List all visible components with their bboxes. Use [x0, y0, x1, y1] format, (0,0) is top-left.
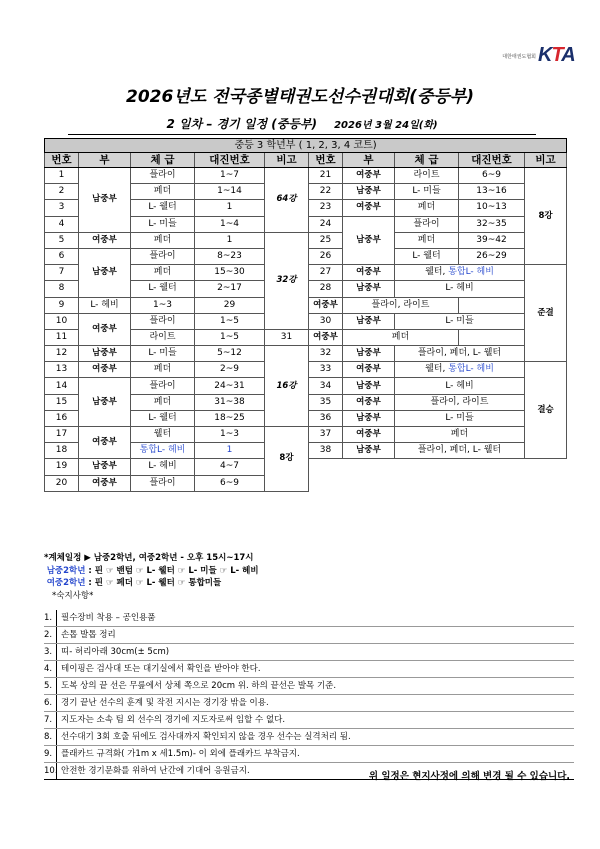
- weight-class: 페더: [131, 232, 195, 248]
- header-bracket: 대진번호: [195, 153, 265, 168]
- weigh-in-notes: [44, 552, 574, 602]
- header-weight: 체 급: [131, 153, 195, 168]
- list-item: 8. 선수대기 3회 호출 뒤에도 검사대까지 확인되지 않을 경우 선수는 실격처리 됨.: [44, 729, 574, 746]
- weight-class: 통합L- 헤비: [131, 443, 195, 459]
- page-title: 2026년도 전국종별태권도선수권대회(중등부): [126, 87, 474, 107]
- bracket-number: 1~5: [195, 313, 265, 329]
- weight-class: 플라이, 라이트: [343, 297, 459, 313]
- match-number: 31: [265, 329, 309, 345]
- division-cell: 남중부: [343, 313, 395, 329]
- bracket-number: 18~25: [195, 410, 265, 426]
- round-note: 8강: [525, 168, 567, 265]
- division-cell: 남중부: [343, 281, 395, 297]
- match-number: 8: [45, 281, 79, 297]
- match-number: 38: [309, 443, 343, 459]
- match-number: 24: [309, 216, 343, 232]
- weight-class: L- 웰터: [395, 248, 459, 264]
- list-item: 4. 테이핑은 검사대 또는 대기실에서 확인을 받아야 한다.: [44, 661, 574, 678]
- bracket-number: 1~7: [195, 168, 265, 184]
- weight-class: L- 헤비: [395, 281, 525, 297]
- weigh-in-schedule: *계체일정 ▶ 남중2학년, 여중2학년 - 오후 15시~17시: [44, 553, 254, 563]
- match-number: 20: [45, 475, 79, 491]
- match-number: 2: [45, 184, 79, 200]
- match-number: 35: [309, 394, 343, 410]
- match-number: 17: [45, 427, 79, 443]
- weight-class: L- 미들: [395, 184, 459, 200]
- match-number: 6: [45, 248, 79, 264]
- bracket-number: 15~30: [195, 265, 265, 281]
- division-cell: 여중부: [309, 297, 343, 313]
- list-item: 3. 띠- 허리아래 30cm(± 5cm): [44, 644, 574, 661]
- division-cell: 남중부: [343, 443, 395, 459]
- footer-note: 위 일정은 현지사정에 의해 변경 될 수 있습니다.: [368, 771, 570, 782]
- court-banner: 중등 3 학년부 ( 1, 2, 3, 4 코트): [45, 139, 567, 153]
- match-number: 5: [45, 232, 79, 248]
- division-cell: 여중부: [343, 168, 395, 184]
- weight-class: 웰터, 통합L- 헤비: [395, 265, 525, 281]
- weight-class: L- 웰터: [131, 410, 195, 426]
- weight-class: 페더: [343, 329, 459, 345]
- weight-class: 페더: [131, 394, 195, 410]
- bracket-number: 1~3: [131, 297, 195, 313]
- weight-class: 플라이, 페더, L- 웰터: [395, 346, 525, 362]
- bracket-number: 10~13: [459, 200, 525, 216]
- weight-class: 페더: [131, 362, 195, 378]
- weight-class: L- 미들: [131, 216, 195, 232]
- match-number: 9: [45, 297, 79, 313]
- division-cell: 여중부: [79, 475, 131, 491]
- match-number: 34: [309, 378, 343, 394]
- division-cell: 남중부: [343, 216, 395, 265]
- weight-class: L- 웰터: [131, 200, 195, 216]
- weight-class: 페더: [131, 184, 195, 200]
- table-row: [45, 232, 567, 248]
- match-number: 15: [45, 394, 79, 410]
- weight-class: L- 웰터: [131, 281, 195, 297]
- match-number: 16: [45, 410, 79, 426]
- list-item: 6. 경기 끝난 선수의 훈계 및 작전 지시는 경기장 밖을 이용.: [44, 695, 574, 712]
- division-cell: 남중부: [79, 459, 131, 475]
- weight-class: L- 헤비: [79, 297, 131, 313]
- weight-class: 플라이: [131, 475, 195, 491]
- weight-class: 플라이: [131, 313, 195, 329]
- round-note: 32강: [265, 232, 309, 329]
- match-number: 30: [309, 313, 343, 329]
- notice-heading: *숙지사항*: [52, 590, 94, 601]
- match-number: 32: [309, 346, 343, 362]
- match-number: 19: [45, 459, 79, 475]
- header-num: 번호: [309, 153, 343, 168]
- match-number: 27: [309, 265, 343, 281]
- match-number: 7: [45, 265, 79, 281]
- division-cell: 남중부: [343, 378, 395, 394]
- division-cell: 여중부: [79, 313, 131, 345]
- bracket-number: 1: [195, 200, 265, 216]
- division-cell: 여중부: [79, 362, 131, 378]
- schedule-table: [44, 138, 567, 492]
- weight-class: 페더: [395, 427, 525, 443]
- division-cell: 남중부: [79, 378, 131, 427]
- bracket-number: 1~4: [195, 216, 265, 232]
- match-number: 33: [309, 362, 343, 378]
- bracket-number: 2~17: [195, 281, 265, 297]
- list-item: 2. 손톱 발톱 정리: [44, 627, 574, 644]
- bracket-number: 26~29: [459, 248, 525, 264]
- weight-class: 페더: [131, 265, 195, 281]
- bracket-number: 2~9: [195, 362, 265, 378]
- bracket-number: 5~12: [195, 346, 265, 362]
- match-number: 13: [45, 362, 79, 378]
- bracket-number: 1: [195, 443, 265, 459]
- logo-subtext: 대한태권도협회: [502, 54, 536, 60]
- bracket-number: 6~9: [195, 475, 265, 491]
- division-cell: 남중부: [343, 184, 395, 200]
- weight-class: L- 미들: [395, 313, 525, 329]
- match-number: 10: [45, 313, 79, 329]
- match-number: 26: [309, 248, 343, 264]
- bracket-number: 1~3: [195, 427, 265, 443]
- bracket-number: 24~31: [195, 378, 265, 394]
- match-number: 29: [195, 297, 265, 313]
- match-number: 23: [309, 200, 343, 216]
- bracket-number: 1~14: [195, 184, 265, 200]
- division-cell: 여중부: [79, 427, 131, 459]
- weight-class: 플라이, 라이트: [395, 394, 525, 410]
- match-number: 36: [309, 410, 343, 426]
- list-item: 9. 플래카드 규격화( 가1m x 세1.5m)- 이 외에 플래카드 부착금지.: [44, 746, 574, 763]
- rules-list: [44, 610, 574, 780]
- division-cell: 남중부: [343, 410, 395, 426]
- weight-class: L- 미들: [395, 410, 525, 426]
- bracket-number: 8~23: [195, 248, 265, 264]
- round-note: 64강: [265, 168, 309, 233]
- division-cell: 여중부: [343, 394, 395, 410]
- weight-class: 라이트: [131, 329, 195, 345]
- bracket-number: 6~9: [459, 168, 525, 184]
- division-cell: 남중부: [79, 346, 131, 362]
- header-row: [45, 153, 567, 168]
- list-item: 5. 도복 상의 끝 선은 무릎에서 상체 쪽으로 20cm 위. 하의 끝선은 발목 기준.: [44, 678, 574, 695]
- weight-class: 플라이: [131, 248, 195, 264]
- table-row: [45, 346, 567, 362]
- division-cell: 여중부: [79, 232, 131, 248]
- match-number: 18: [45, 443, 79, 459]
- bracket-number: 32~35: [459, 216, 525, 232]
- weight-class: 페더: [395, 232, 459, 248]
- match-number: 14: [45, 378, 79, 394]
- list-item: 1. 필수장비 착용 – 공인용품: [44, 610, 574, 627]
- division-cell: 남중부: [79, 248, 131, 297]
- match-number: 25: [309, 232, 343, 248]
- weight-class: 웰터: [131, 427, 195, 443]
- header-note: 비고: [525, 153, 567, 168]
- match-number: 4: [45, 216, 79, 232]
- division-cell: 여중부: [343, 362, 395, 378]
- weight-class: L- 헤비: [131, 459, 195, 475]
- list-item: 7. 지도자는 소속 팀 외 선수의 경기에 지도자로써 임할 수 없다.: [44, 712, 574, 729]
- header-weight: 체 급: [395, 153, 459, 168]
- division-cell: 여중부: [309, 329, 343, 345]
- table-row: [45, 427, 567, 443]
- round-note: 결승: [525, 362, 567, 459]
- round-note: 16강: [265, 346, 309, 427]
- day-subtitle: 2 일차 – 경기 일정 (중등부): [166, 117, 317, 131]
- header-num: 번호: [45, 153, 79, 168]
- table-row: [45, 168, 567, 184]
- match-number: 28: [309, 281, 343, 297]
- logo-mark: KTA: [538, 44, 575, 66]
- list-item: 10. 안전한 경기문화를 위하여 난간에 기대어 응원금지.: [44, 763, 574, 780]
- header-div: 부: [79, 153, 131, 168]
- weight-class: 플라이: [131, 378, 195, 394]
- division-cell: 여중부: [343, 265, 395, 281]
- header-note: 비고: [265, 153, 309, 168]
- match-number: 11: [45, 329, 79, 345]
- match-number: 3: [45, 200, 79, 216]
- match-number: 22: [309, 184, 343, 200]
- weight-class: 플라이: [131, 168, 195, 184]
- kta-logo: [496, 44, 574, 68]
- match-number: 1: [45, 168, 79, 184]
- division-cell: 남중부: [79, 168, 131, 233]
- bracket-number: 1: [195, 232, 265, 248]
- weight-class: 웰터, 통합L- 헤비: [395, 362, 525, 378]
- bracket-number: 4~7: [195, 459, 265, 475]
- bracket-number: 31~38: [195, 394, 265, 410]
- subtitle-bar: [68, 113, 536, 135]
- event-date: 2026년 3월 24일(화): [334, 120, 438, 131]
- bracket-number: 1~5: [195, 329, 265, 345]
- round-note: 준결: [525, 265, 567, 362]
- division-cell: 남중부: [343, 346, 395, 362]
- header-div: 부: [343, 153, 395, 168]
- empty-area: [309, 459, 567, 491]
- match-number: 12: [45, 346, 79, 362]
- weight-class: 플라이, 페더, L- 웰터: [395, 443, 525, 459]
- division-cell: 여중부: [343, 200, 395, 216]
- match-number: 37: [309, 427, 343, 443]
- girls-weigh-order: 여중2학년 : 핀 ☞ 페더 ☞ L- 웰터 ☞ 통합미들: [46, 578, 222, 589]
- boys-weigh-order: 남중2학년 : 핀 ☞ 밴텀 ☞ L- 웰터 ☞ L- 미들 ☞ L- 헤비: [46, 565, 259, 576]
- weight-class: 라이트: [395, 168, 459, 184]
- weight-class: 페더: [395, 200, 459, 216]
- header-bracket: 대진번호: [459, 153, 525, 168]
- match-number: 21: [309, 168, 343, 184]
- division-cell: 여중부: [343, 427, 395, 443]
- weight-class: 플라이: [395, 216, 459, 232]
- bracket-number: 39~42: [459, 232, 525, 248]
- round-note: 8강: [265, 427, 309, 492]
- bracket-number: 13~16: [459, 184, 525, 200]
- weight-class: L- 헤비: [395, 378, 525, 394]
- weight-class: L- 미들: [131, 346, 195, 362]
